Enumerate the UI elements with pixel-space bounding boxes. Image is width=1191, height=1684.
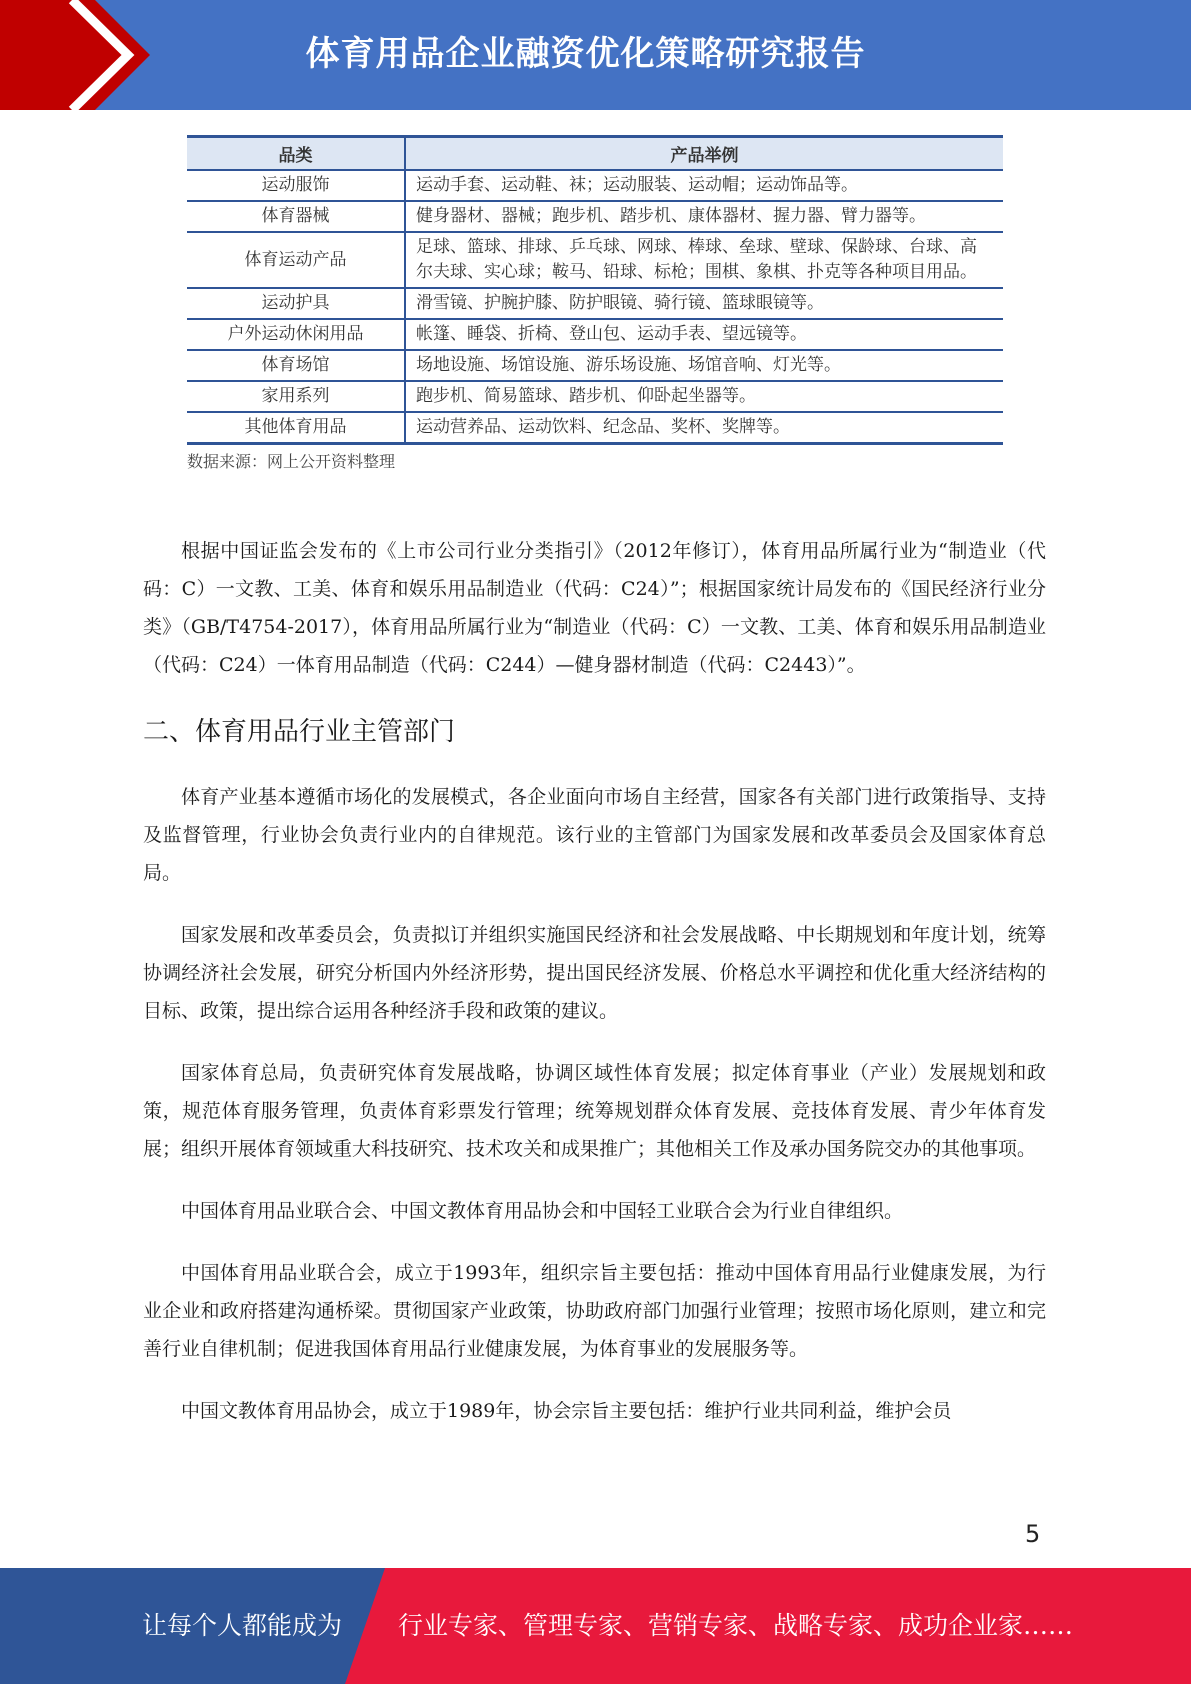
table-header-row: [187, 137, 1003, 171]
table-header-examples: 产品举例: [405, 137, 1003, 171]
table-row: [187, 350, 1003, 381]
table-row: [187, 201, 1003, 232]
table-header-category: 品类: [187, 137, 405, 171]
table-cell-examples: 运动手套、运动鞋、袜；运动服装、运动帽；运动饰品等。: [405, 170, 1003, 201]
table-cell-examples: 场地设施、场馆设施、游乐场设施、场馆音响、灯光等。: [405, 350, 1003, 381]
section-heading: 二、体育用品行业主管部门: [143, 717, 456, 747]
table-cell-examples: 帐篷、睡袋、折椅、登山包、运动手表、望远镜等。: [405, 319, 1003, 350]
table-cell-examples: 运动营养品、运动饮料、纪念品、奖杯、奖牌等。: [405, 412, 1003, 444]
table-cell-examples: 足球、篮球、排球、乒乓球、网球、棒球、垒球、壁球、保龄球、台球、高尔夫球、实心球；鞍马、铅球、标枪；围棋、象棋、扑克等各种项目用品。: [405, 232, 1003, 288]
paragraph-self-regulatory-orgs: 中国体育用品业联合会、中国文教体育用品协会和中国轻工业联合会为行业自律组织。: [181, 1200, 904, 1222]
table-row: [187, 412, 1003, 444]
footer-banner: [0, 1568, 1191, 1684]
table-cell-examples: 滑雪镜、护腕护膝、防护眼镜、骑行镜、篮球眼镜等。: [405, 288, 1003, 319]
table-cell-category: 家用系列: [187, 381, 405, 412]
category-table-block: [187, 135, 1003, 472]
table-cell-category: 运动服饰: [187, 170, 405, 201]
paragraph-industry-regulators: 体育产业基本遵循市场化的发展模式，各企业面向市场自主经营，国家各有关部门进行政策指导、支持及监督管理，行业协会负责行业内的自律规范。该行业的主管部门为国家发展和改革委员会及国家体育总局。: [143, 786, 1046, 884]
document-title: 体育用品企业融资优化策略研究报告: [305, 34, 866, 74]
table-cell-category: 体育器械: [187, 201, 405, 232]
footer-slogan-left: 让每个人都能成为: [142, 1611, 343, 1640]
table-cell-examples: 健身器材、器械；跑步机、踏步机、康体器材、握力器、臂力器等。: [405, 201, 1003, 232]
table-cell-category: 体育场馆: [187, 350, 405, 381]
table-row: [187, 381, 1003, 412]
table-cell-examples: 跑步机、简易篮球、踏步机、仰卧起坐器等。: [405, 381, 1003, 412]
paragraph-sport-administration: 国家体育总局，负责研究体育发展战略，协调区域性体育发展；拟定体育事业（产业）发展规划和政策，规范体育服务管理，负责体育彩票发行管理；统筹规划群众体育发展、竞技体育发展、青少年体育发展；组织开展体育领域重大科技研究、技术攻关和成果推广；其他相关工作及承办国务院交办的其他事项。: [143, 1062, 1046, 1160]
paragraph-ndrc: 国家发展和改革委员会，负责拟订并组织实施国民经济和社会发展战略、中长期规划和年度计划，统筹协调经济社会发展，研究分析国内外经济形势，提出国民经济发展、价格总水平调控和优化重大经济结构的目标、政策，提出综合运用各种经济手段和政策的建议。: [143, 924, 1046, 1022]
table-cell-category: 运动护具: [187, 288, 405, 319]
header-bar: [0, 0, 1191, 110]
header-arrow-icon: [0, 0, 160, 110]
table-row: [187, 232, 1003, 288]
table-cell-category: 其他体育用品: [187, 412, 405, 444]
paragraph-sporting-goods-federation: 中国体育用品业联合会，成立于1993年，组织宗旨主要包括：推动中国体育用品行业健康发展，为行业企业和政府搭建沟通桥梁。贯彻国家产业政策，协助政府部门加强行业管理；按照市场化原则，建立和完善行业自律机制；促进我国体育用品行业健康发展，为体育事业的发展服务等。: [143, 1262, 1046, 1360]
page-number: 5: [1025, 1520, 1041, 1548]
footer-slogan-right: 行业专家、管理专家、营销专家、战略专家、成功企业家……: [398, 1611, 1074, 1640]
paragraph-industry-classification: 根据中国证监会发布的《上市公司行业分类指引》（2012年修订），体育用品所属行业为“制造业（代码：C）一文教、工美、体育和娱乐用品制造业（代码：C24）”；根据国家统计局发布的《国民经济行业分类》（GB/T4754-2017），体育用品所属行业为“制造业（代码：C）一文教、工美、体育和娱乐用品制造业（代码：C24）一体育用品制造（代码：C244）—健身器材制造（代码：C2443）”。: [143, 540, 1046, 676]
category-table: [187, 135, 1003, 445]
table-source-note: 数据来源：网上公开资料整理: [187, 452, 396, 471]
table-cell-category: 体育运动产品: [187, 232, 405, 288]
table-cell-category: 户外运动休闲用品: [187, 319, 405, 350]
table-row: [187, 319, 1003, 350]
table-row: [187, 170, 1003, 201]
paragraph-stationery-sports-association: 中国文教体育用品协会，成立于1989年，协会宗旨主要包括：维护行业共同利益，维护会员: [181, 1400, 952, 1422]
table-row: [187, 288, 1003, 319]
body-content: [143, 532, 1046, 1454]
